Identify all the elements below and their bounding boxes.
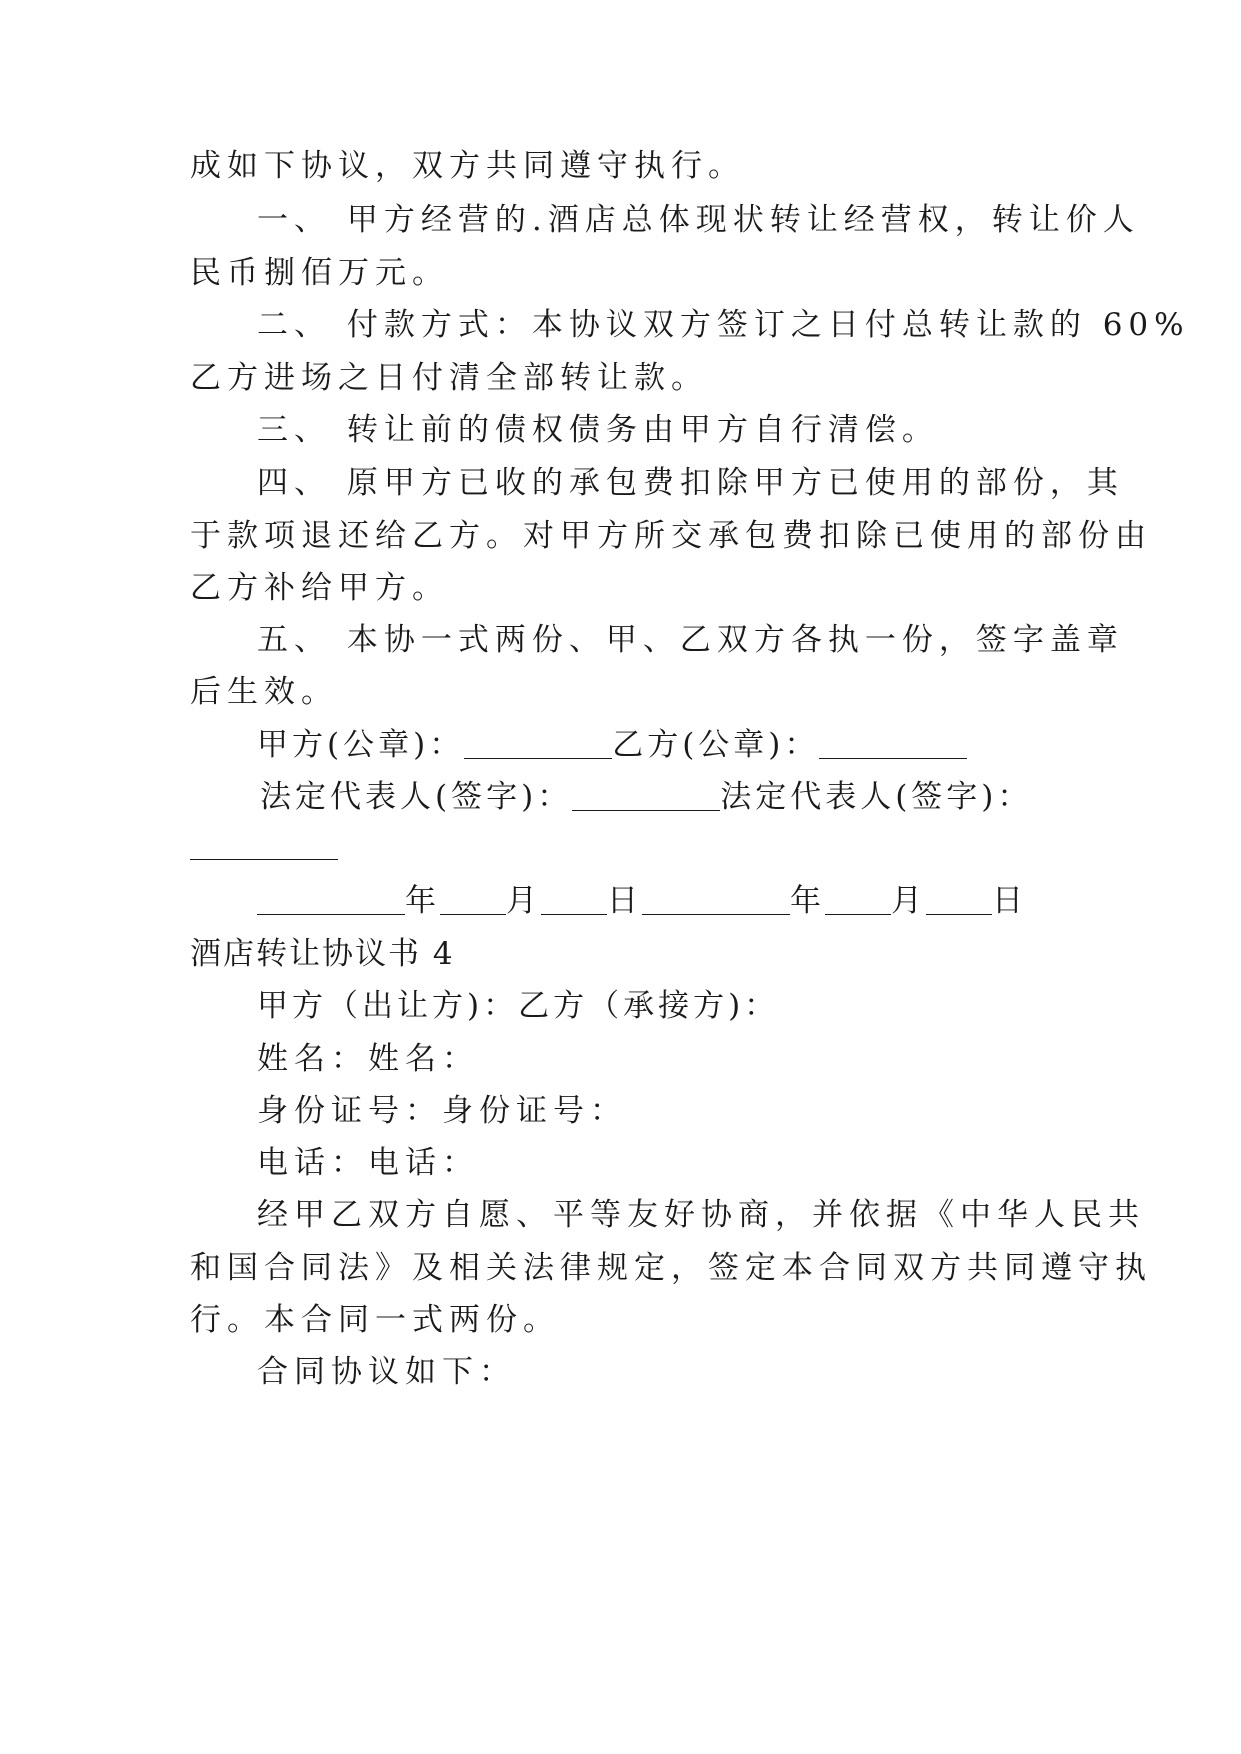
parties-line: 甲方（出让方)：乙方（承接方)： bbox=[257, 988, 780, 1024]
clause-5-continuation: 后生效。 bbox=[190, 674, 338, 710]
day-b-label: 日 bbox=[992, 883, 1027, 919]
name-line: 姓名：姓名： bbox=[257, 1041, 479, 1077]
day-a-blank[interactable] bbox=[541, 884, 607, 915]
id-number-line: 身份证号：身份证号： bbox=[257, 1093, 627, 1129]
day-a-label: 日 bbox=[607, 883, 642, 919]
party-a-seal-blank[interactable] bbox=[464, 728, 612, 759]
year-b-blank[interactable] bbox=[642, 884, 790, 915]
month-a-blank[interactable] bbox=[440, 884, 506, 915]
rep-b-blank-row bbox=[190, 818, 338, 874]
rep-b-blank[interactable] bbox=[190, 829, 338, 860]
clause-1-continuation: 民币捌佰万元。 bbox=[190, 255, 449, 291]
clause-2-continuation: 乙方进场之日付清全部转让款。 bbox=[190, 360, 708, 396]
year-b-label: 年 bbox=[790, 883, 825, 919]
month-b-label: 月 bbox=[891, 883, 926, 919]
clause-4-continuation: 于款项退还给乙方。对甲方所交承包费扣除已使用的部份由 bbox=[190, 518, 1152, 554]
clause-4-line: 四、 原甲方已收的承包费扣除甲方已使用的部份，其 bbox=[257, 465, 1124, 501]
day-b-blank[interactable] bbox=[926, 884, 992, 915]
rep-a-label: 法定代表人(签字)： bbox=[260, 779, 573, 815]
year-a-label: 年 bbox=[405, 883, 440, 919]
preamble-line: 经甲乙双方自愿、平等友好协商，并依据《中华人民共 bbox=[257, 1197, 1145, 1233]
month-b-blank[interactable] bbox=[825, 884, 891, 915]
month-a-label: 月 bbox=[506, 883, 541, 919]
party-a-seal-label: 甲方(公章)： bbox=[257, 727, 465, 763]
year-a-blank[interactable] bbox=[257, 884, 405, 915]
preamble-continuation: 行。本合同一式两份。 bbox=[190, 1302, 560, 1338]
date-row bbox=[257, 873, 1027, 929]
phone-line: 电话：电话： bbox=[257, 1145, 479, 1181]
paragraph-line: 成如下协议，双方共同遵守执行。 bbox=[190, 148, 745, 184]
preamble-continuation: 和国合同法》及相关法律规定，签定本合同双方共同遵守执 bbox=[190, 1250, 1152, 1286]
representative-row bbox=[260, 769, 1032, 825]
agreement-heading: 合同协议如下： bbox=[257, 1354, 516, 1390]
clause-1-line: 一、 甲方经营的.酒店总体现状转让经营权，转让价人 bbox=[257, 202, 1140, 238]
party-b-seal-blank[interactable] bbox=[819, 728, 967, 759]
rep-b-label: 法定代表人(签字)： bbox=[720, 779, 1033, 815]
rep-a-blank[interactable] bbox=[572, 780, 720, 811]
clause-2-line: 二、 付款方式：本协议双方签订之日付总转让款的 60% bbox=[257, 307, 1190, 343]
clause-5-line: 五、 本协一式两份、甲、乙双方各执一份，签字盖章 bbox=[257, 622, 1124, 658]
document-title: 酒店转让协议书 4 bbox=[190, 936, 455, 972]
clause-4-continuation: 乙方补给甲方。 bbox=[190, 570, 449, 606]
seal-row bbox=[257, 717, 967, 773]
party-b-seal-label: 乙方(公章)： bbox=[612, 727, 820, 763]
clause-3-line: 三、 转让前的债权债务由甲方自行清偿。 bbox=[257, 412, 939, 448]
